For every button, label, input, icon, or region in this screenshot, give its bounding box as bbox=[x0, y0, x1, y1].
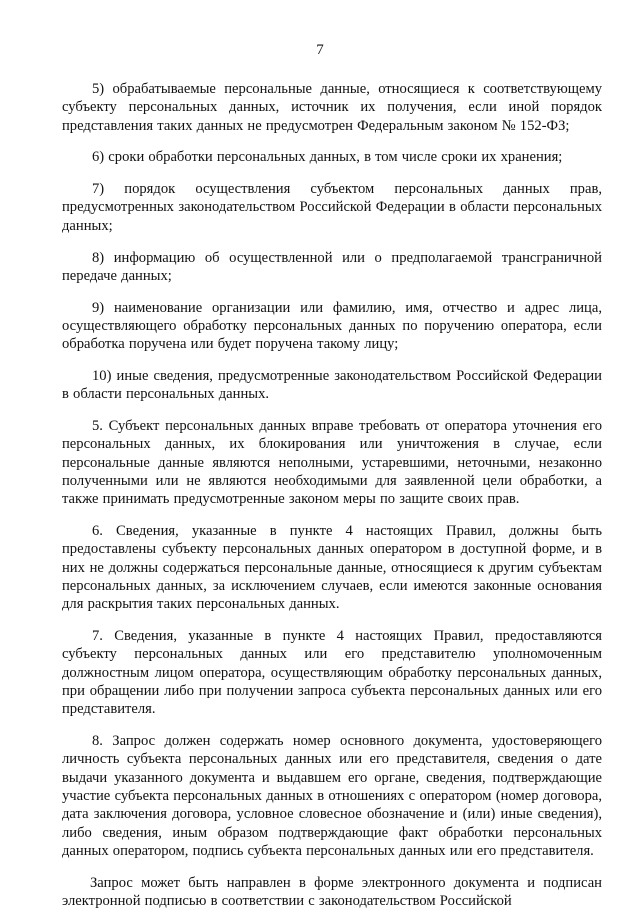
paragraph-item-5: 5) обрабатываемые персональные данные, относящиеся к соответствующему субъекту персональных данных, источник их получения, если иной порядок представления таких данных не предусмотрен Федеральным законом № 152-ФЗ; bbox=[62, 81, 602, 134]
document-body bbox=[62, 80, 602, 924]
page-number: 7 bbox=[316, 42, 324, 58]
paragraph-clause-6: 6. Сведения, указанные в пункте 4 настоящих Правил, должны быть предоставлены субъекту персональных данных оператором в доступной форме, и в них не должны содержаться персональные данные, относящиеся к другим субъектам персональных данных, за исключением случаев, если имеются законные основания для раскрытия таких персональных данных. bbox=[62, 523, 602, 613]
paragraph-item-9: 9) наименование организации или фамилию, имя, отчество и адрес лица, осуществляющего обработку персональных данных по поручению оператора, если обработка поручена или будет поручена такому лицу; bbox=[62, 299, 602, 353]
paragraph-item-6: 6) сроки обработки персональных данных, в том числе сроки их хранения; bbox=[92, 149, 563, 166]
paragraph-item-7: 7) порядок осуществления субъектом персональных данных прав, предусмотренных законодательством Российской Федерации в области персональных данных; bbox=[62, 181, 602, 234]
paragraph-clause-5: 5. Субъект персональных данных вправе требовать от оператора уточнения его персональных данных, их блокирования или уничтожения в случае, если персональные данные являются неполными, устаревшими, неточными, незаконно полученными или не являются необходимыми для заявленной цели обработки, а также принимать предусмотренные законом меры по защите своих прав. bbox=[62, 418, 602, 508]
paragraph-clause-8: 8. Запрос должен содержать номер основного документа, удостоверяющего личность субъекта персональных данных или его представителя, сведения о дате выдачи указанного документа и выдавшем его органе, сведения, подтверждающие участие субъекта персональных данных в отношениях с оператором (номер договора, дата заключения договора, условное словесное обозначение и (или) иные сведения), либо сведения, иным образом подтверждающие факт обработки персональных данных оператором, подпись субъекта персональных данных или его представителя. bbox=[62, 733, 602, 859]
paragraph-request-electronic: Запрос может быть направлен в форме электронного документа и подписан электронной подписью в соответствии с законодательством Российской bbox=[62, 874, 602, 909]
paragraph-item-8: 8) информацию об осуществленной или о предполагаемой трансграничной передаче данных; bbox=[62, 249, 602, 284]
paragraph-clause-7: 7. Сведения, указанные в пункте 4 настоящих Правил, предоставляются субъекту персональных данных или его представителю уполномоченным должностным лицом оператора, осуществляющим обработку персональных данных, при обращении либо при получении запроса субъекта персональных данных или его представителя. bbox=[62, 628, 602, 718]
paragraph-item-10: 10) иные сведения, предусмотренные законодательством Российской Федерации в области персональных данных. bbox=[62, 368, 602, 403]
